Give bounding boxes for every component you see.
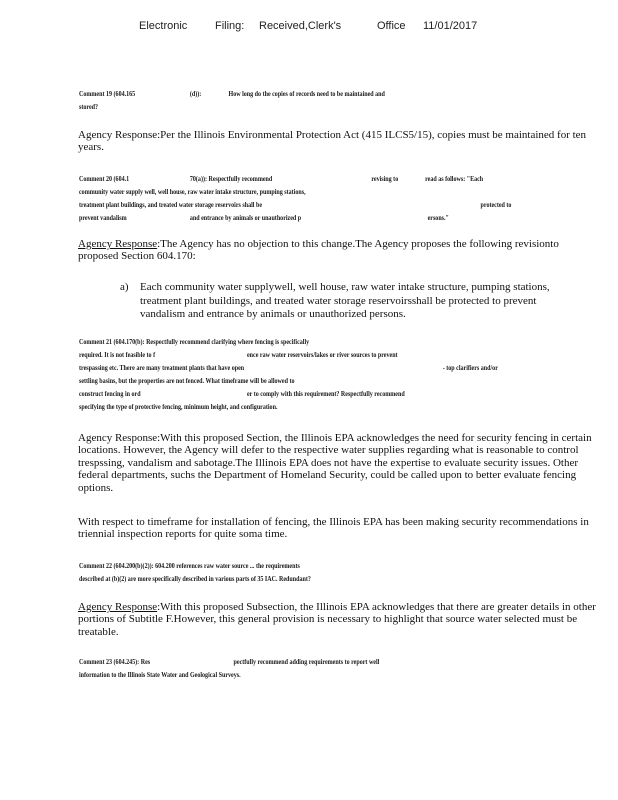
proposed-section-item-a: a) Each community water supplywell, well house, raw water intake structure, pumping stations, treatment plant buildings, and treated water storage reservoirsshall be protected to prevent vandalism and entrance by animals or unauthorized persons. — [120, 281, 550, 320]
agency-response-2: Agency Response:The Agency has no objection to this change.The Agency proposes the following revisionto proposed Section 604.170: — [78, 238, 559, 263]
agency-response-label: Agency Response — [78, 238, 158, 250]
list-marker: a) — [120, 281, 129, 293]
header-filing: Filing: — [215, 20, 245, 32]
header-received: Received,Clerk's — [259, 20, 342, 32]
agency-response-3: Agency Response:With this proposed Section, the Illinois EPA acknowledges the need for security fencing in certain locations. However, the Agency will defer to the respective water supplies regarding what is reasonable to control trespssing, vandalism and sabotage.The Illinois EPA does not have the expertise to evaluate security issues. Other federal departments, suchs the Department of Homeland Security, could be called upon to better evaluate fencing options. — [78, 432, 592, 494]
comment-21: Comment 21 (604.170(b): Respectfully recommend clarifying where fencing is specifically required. It is not feasible to f ence raw water reservoirs/lakes or river sources to prevent trespassing etc. There are many treatment plants that have open - top clarifiers and/or settling basins, but the properties are not fenced. What timeframe will be allowed to construct fencing in ord er to comply with this requirement? Respectfully recommend specifying the type of protective fencing, minimum height, and configuration. — [79, 338, 498, 411]
header-date: 11/01/2017 — [423, 20, 478, 32]
timeframe-paragraph: With respect to timeframe for installation of fencing, the Illinois EPA has been making security recommendations in triennial inspection reports for quite soma time. — [78, 516, 589, 541]
comment-19: Comment 19 (604.165 (d)): How long do the copies of records need to be maintained and stored? — [79, 90, 385, 111]
comment-20: Comment 20 (604.1 70(a)): Respectfully recommend revising to read as follows: "Each community water supply well, well house, raw water intake structure, pumping stations, treatment plant buildings, and treated water storage reservoirs shall be protected to prevent vandalism and entrance by animals or unauthorized p ersons." — [79, 175, 512, 222]
agency-response-label: Agency Response — [78, 601, 158, 613]
comment-23: Comment 23 (604.245): Res pectfully recommend adding requirements to report well information to the Illinois State Water and Geological Surveys. — [79, 658, 380, 679]
agency-response-1: Agency Response:Per the Illinois Environmental Protection Act (415 ILCS5/15), copies must be maintained for ten years. — [78, 129, 587, 154]
header-electronic: Electronic — [139, 20, 188, 32]
agency-response-4: Agency Response:With this proposed Subsection, the Illinois EPA acknowledges that there are greater details in other portions of Subtitle F.However, this general provision is necessary to highlight that source water selected must be treatable. — [78, 601, 596, 638]
comment-22: Comment 22 (604.200(b)(2)): 604.200 references raw water source ... the requirements described at (b)(2) are more specifically described in various parts of 35 IAC. Redundant? — [79, 562, 311, 583]
filing-header — [0, 20, 618, 36]
header-office: Office — [377, 20, 406, 32]
